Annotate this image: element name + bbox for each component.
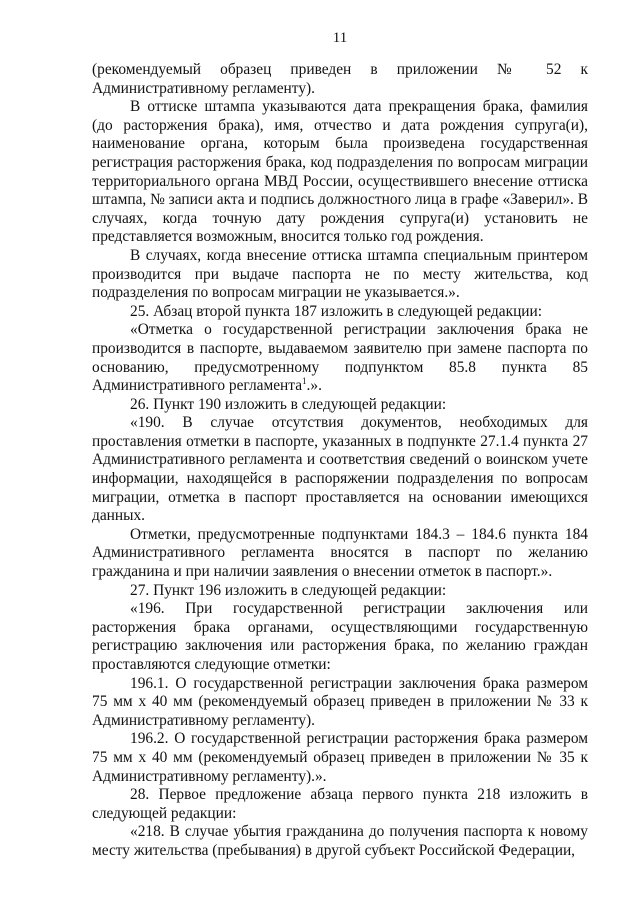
paragraph: [92, 600, 588, 674]
paragraph-text: 196.1. О государственной регистрации заключения брака размером 75 мм x 40 мм (рекомендуемый образец приведен в приложении № 33 к Административному регламенту).: [92, 674, 588, 729]
paragraph: [92, 321, 588, 395]
paragraph: [92, 98, 588, 247]
document-body: [92, 61, 588, 861]
paragraph: [92, 396, 588, 415]
paragraph-text: В оттиске штампа указываются дата прекращения брака, фамилия (до расторжения брака), имя, отчество и дата рождения супруга(и), наименование органа, которым была произведена государственная регистрация расторжения брака, код подразделения по вопросам миграции территориального органа МВД России, осуществившего внесение оттиска штампа, № записи акта и подпись должностного лица в графе «Заверил». В случаях, когда точную дату рождения супруга(и) установить не представляется возможным, вносится только год рождения.: [92, 98, 588, 246]
paragraph: [92, 61, 588, 98]
paragraph-text-tail: .».: [306, 377, 322, 395]
paragraph-text: «Отметка о государственной регистрации заключения брака не производится в паспорте, выдаваемом заявителю при замене паспорта по основанию, предусмотренному подпунктом 85.8 пункта 85 Административного регламента: [92, 321, 588, 395]
paragraph: [92, 730, 588, 786]
paragraph-text: «196. При государственной регистрации заключения или расторжения брака органами, осуществляющими государственную регистрацию заключения или расторжения брака, по желанию граждан проставляются следующие отметки:: [92, 600, 588, 673]
paragraph-text: «218. В случае убытия гражданина до получения паспорта к новому месту жительства (пребывания) в другой субъект Российской Федерации,: [92, 823, 588, 859]
paragraph: [92, 786, 588, 823]
paragraph: [92, 247, 588, 303]
paragraph-text: В случаях, когда внесение оттиска штампа специальным принтером производится при выдаче паспорта не по месту жительства, код подразделения по вопросам миграции не указывается.».: [92, 246, 588, 302]
paragraph-text: «190. В случае отсутствия документов, необходимых для проставления отметки в паспорте, указанных в подпункте 27.1.4 пункта 27 Административного регламента и соответствия сведений о воинском учете информации, находящейся в распоряжении подразделения по вопросам миграции, отметка в паспорт проставляется на основании имеющихся данных.: [92, 414, 588, 525]
paragraph-text: 26. Пункт 190 изложить в следующей редакции:: [130, 395, 447, 413]
paragraph: [92, 414, 588, 526]
paragraph-text: 25. Абзац второй пункта 187 изложить в следующей редакции:: [130, 302, 543, 320]
paragraph: [92, 303, 588, 322]
footnote-marker: 1: [302, 375, 307, 386]
paragraph-text: 27. Пункт 196 изложить в следующей редакции:: [130, 581, 447, 599]
paragraph-text: Отметки, предусмотренные подпунктами 184.3 – 184.6 пункта 184 Административного регламента вносятся в паспорт по желанию гражданина и при наличии заявления о внесении отметок в паспорт.».: [92, 525, 588, 581]
paragraph: [92, 675, 588, 731]
paragraph-text: 196.2. О государственной регистрации расторжения брака размером 75 мм x 40 мм (рекомендуемый образец приведен в приложении № 35 к Административному регламенту).».: [92, 730, 588, 785]
paragraph: [92, 823, 588, 860]
paragraph: [92, 582, 588, 601]
paragraph-text: 28. Первое предложение абзаца первого пункта 218 изложить в следующей редакции:: [92, 786, 588, 822]
paragraph-text: (рекомендуемый образец приведен в приложении № 52 к Административному регламенту).: [92, 61, 588, 97]
page-number: 11: [332, 30, 348, 46]
paragraph: [92, 526, 588, 582]
